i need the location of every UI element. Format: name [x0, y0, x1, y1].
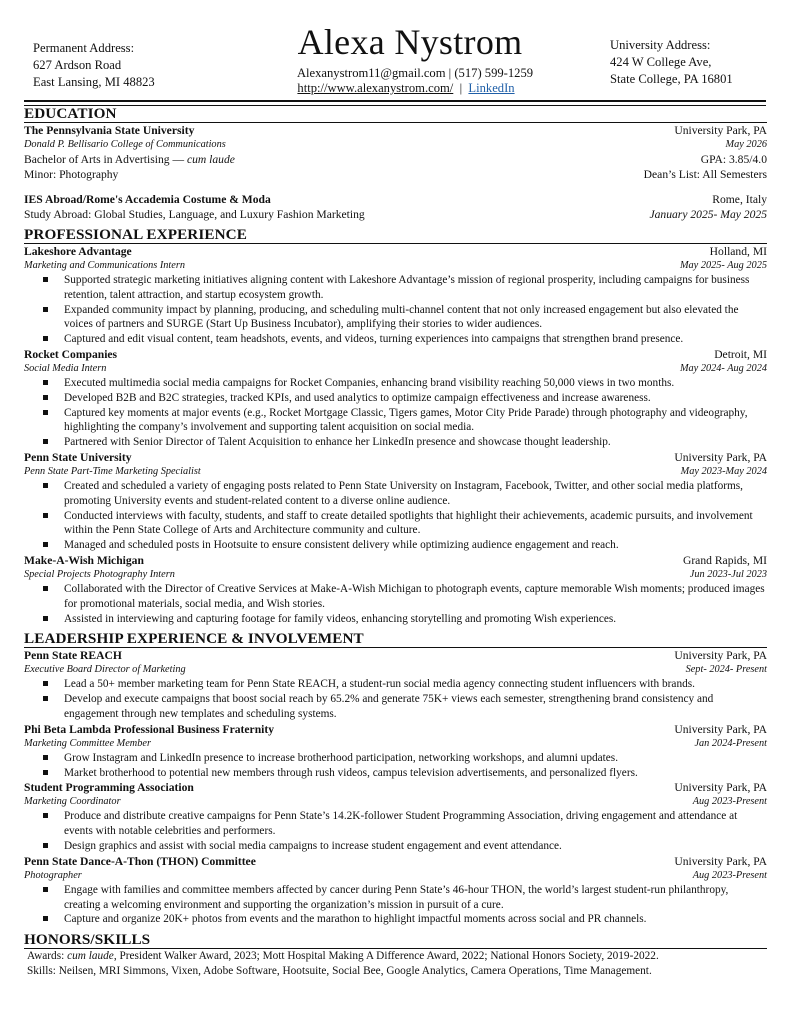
job-org-row: Rocket Companies Detroit, MI	[24, 347, 767, 361]
job-org-row: Penn State University University Park, PA	[24, 450, 767, 464]
role-row: Executive Board Director of Marketing Sept- 2024- Present	[24, 664, 767, 676]
minor-row: Minor: Photography Dean’s List: All Semesters	[24, 168, 767, 181]
bullet-list	[24, 376, 767, 450]
program-row: Study Abroad: Global Studies, Language, and Luxury Fashion Marketing January 2025- May 2025	[24, 208, 767, 221]
role-row: Marketing Committee Member Jan 2024-Present	[24, 737, 767, 749]
permanent-address-label: Permanent Address:	[33, 41, 135, 55]
job-role-row: Marketing and Communications Intern May 2025- Aug 2025	[24, 260, 767, 271]
bullet-list	[24, 273, 767, 347]
section-title-experience: PROFESSIONAL EXPERIENCE	[24, 226, 767, 244]
org-row: Phi Beta Lambda Professional Business Fraternity University Park, PA	[24, 722, 767, 736]
permanent-address-line1: 627 Ardson Road	[33, 58, 122, 72]
bullet-item: Design graphics and assist with social media campaigns to increase student engagement and event attendance.	[24, 839, 767, 854]
job-role-row: Special Projects Photography Intern Jun 2023-Jul 2023	[24, 568, 767, 580]
email-text: Alexanystrom11@gmail.com	[296, 66, 446, 80]
role-row: Marketing Coordinator Aug 2023-Present	[24, 796, 767, 808]
bullet-item: Collaborated with the Director of Creative Services at Make-A-Wish Michigan to photograph events, capture memorable Wish moments; produced images for promotional materials, social media, and Wish stories.	[24, 582, 767, 612]
bullet-item: Managed and scheduled posts in Hootsuite to ensure consistent delivery while optimizing audience engagement and reach.	[24, 538, 767, 553]
university-address-label: University Address:	[610, 38, 711, 52]
org-row: Penn State Dance-A-Thon (THON) Committee University Park, PA	[24, 854, 767, 868]
bullet-item: Capture and organize 20K+ photos from events and the marathon to highlight impactful moments across social and PR channels.	[24, 912, 767, 927]
website-link[interactable]: http://www.alexanystrom.com/	[297, 81, 454, 95]
links-line: http://www.alexanystrom.com/ | LinkedIn	[297, 81, 515, 95]
resume-header	[0, 0, 791, 100]
university-address-line1: 424 W College Ave,	[610, 55, 712, 69]
bullet-item: Market brotherhood to potential new members through rush videos, campus television advertisements, and personalized flyers.	[24, 766, 767, 781]
school-row: The Pennsylvania State University University Park, PA	[24, 124, 767, 137]
bullet-item: Partnered with Senior Director of Talent Acquisition to enhance her LinkedIn presence and showcase thought leadership.	[24, 435, 767, 450]
permanent-address-line2: East Lansing, MI 48823	[33, 75, 155, 89]
linkedin-link[interactable]: LinkedIn	[468, 81, 515, 95]
bullet-item: Lead a 50+ member marketing team for Penn State REACH, a student-run social media agency connecting student influencers with brands.	[24, 677, 767, 692]
skills-line: Skills: Neilsen, MRI Simmons, Vixen, Adobe Software, Hootsuite, Social Bee, Google Analytics, Camera Operations, Time Management.	[27, 965, 652, 978]
bullet-item: Produce and distribute creative campaigns for Penn State’s 14.2K-follower Student Programming Association, driving engagement and attendance at events with notable celebrities and performers.	[24, 809, 767, 839]
bullet-list	[24, 809, 767, 853]
role-row: Photographer Aug 2023-Present	[24, 869, 767, 881]
job-org-row: Make-A-Wish Michigan Grand Rapids, MI	[24, 553, 767, 567]
section-title-honors: HONORS/SKILLS	[24, 931, 767, 949]
bullet-item: Supported strategic marketing initiatives aligning content with Lakeshore Advantage’s mission of regional prosperity, including campaigns for business retention, talent attraction, and startup ecosystem growth.	[24, 273, 767, 303]
bullet-item: Created and scheduled a variety of engaging posts related to Penn State University on Instagram, Facebook, Twitter, and other social media platforms, promoting University events and student-related content to a diverse online audience.	[24, 479, 767, 509]
bullet-list	[24, 479, 767, 553]
bullet-item: Captured and edit visual content, team headshots, events, and videos, turning experiences into campaigns that strengthen brand presence.	[24, 332, 767, 347]
job-role-row: Social Media Intern May 2024- Aug 2024	[24, 362, 767, 374]
section-title-education: EDUCATION	[24, 105, 767, 123]
contact-line: Alexanystrom11@gmail.com | (517) 599-1259	[296, 66, 534, 80]
resume-body	[24, 105, 767, 979]
bullet-item: Developed B2B and B2C strategies, tracked KPIs, and used analytics to optimize campaign effectiveness and increase awareness.	[24, 391, 767, 406]
section-title-leadership: LEADERSHIP EXPERIENCE & INVOLVEMENT	[24, 630, 767, 648]
bullet-list	[24, 883, 767, 927]
candidate-name: Alexa Nystrom	[297, 22, 523, 62]
bullet-item: Assisted in interviewing and capturing footage for family videos, enhancing storytelling and promoting Wish experiences.	[24, 612, 767, 627]
bullet-item: Conducted interviews with faculty, students, and staff to create detailed spotlights that highlight their achievements, academic pursuits, and involvement within the Penn State College of Arts and Architecture community and culture.	[24, 509, 767, 539]
bullet-item: Captured key moments at major events (e.g., Rocket Mortgage Classic, Tigers games, Motor City Pride Parade) through photography and videography, highlighting the company’s involvement and supporting talent acquisition on social media.	[24, 406, 767, 436]
university-address	[610, 37, 733, 88]
awards-line: Awards: cum laude, President Walker Award, 2023; Mott Hospital Making A Difference Award, 2022; National Honors Society, 2019-2022.	[27, 950, 659, 963]
org-row: Penn State REACH University Park, PA	[24, 649, 767, 663]
bullet-item: Develop and execute campaigns that boost social reach by 65.2% and generate 75K+ views each semester, strengthening brand consistency and engagement through new templates and scheduling systems.	[24, 692, 767, 722]
bullet-item: Grow Instagram and LinkedIn presence to increase brotherhood participation, networking workshops, and alumni updates.	[24, 751, 767, 766]
job-org-row: Lakeshore Advantage Holland, MI	[24, 245, 767, 258]
bullet-item: Expanded community impact by planning, producing, and scheduling multi-channel content that not only increased engagement but also elevated the voices of partners and SURGE (Start Up Business Incubator), amplifying their stories to wider audiences.	[24, 303, 767, 333]
bullet-list	[24, 582, 767, 626]
bullet-list	[24, 677, 767, 721]
job-role-row: Penn State Part-Time Marketing Specialist May 2023-May 2024	[24, 465, 767, 477]
org-row: Student Programming Association University Park, PA	[24, 781, 767, 795]
phone-text: (517) 599-1259	[454, 66, 534, 80]
bullet-item: Engage with families and committee members affected by cancer during Penn State’s 46-hour THON, the world’s largest student-run philanthropy, creating a welcoming environment and supporting the organization’s mission in pursuit of a cure.	[24, 883, 767, 913]
university-address-line2: State College, PA 16801	[610, 72, 733, 86]
bullet-list	[24, 751, 767, 781]
bullet-item: Executed multimedia social media campaigns for Rocket Companies, enhancing brand visibility reaching 50,000 views in two months.	[24, 376, 767, 391]
school-row: IES Abroad/Rome's Accademia Costume & Moda Rome, Italy	[24, 193, 767, 206]
degree-row: Bachelor of Arts in Advertising — cum laude GPA: 3.85/4.0	[24, 153, 767, 166]
school-detail-row: Donald P. Bellisario College of Communications May 2026	[24, 139, 767, 150]
